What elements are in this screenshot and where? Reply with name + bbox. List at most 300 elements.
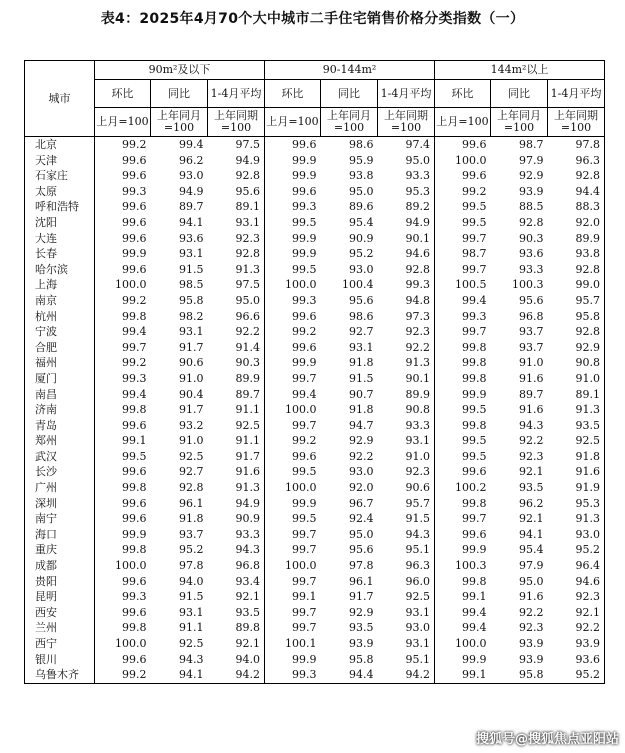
index-value: 92.2 — [519, 605, 544, 619]
index-value: 99.9 — [122, 247, 147, 261]
index-value: 96.2 — [519, 496, 544, 510]
table-row — [25, 293, 605, 309]
city-name — [25, 231, 95, 247]
index-value: 99.3 — [378, 277, 435, 293]
group-header-large: 144m²以上 — [435, 61, 605, 80]
index-value: 92.3 — [378, 464, 435, 480]
table-row — [25, 449, 605, 465]
index-value: 93.1 — [378, 605, 435, 621]
index-value: 92.5 — [208, 418, 265, 434]
city-name — [25, 277, 95, 293]
city-name — [25, 652, 95, 668]
index-value: 93.2 — [179, 418, 204, 432]
index-value: 90.3 — [208, 355, 265, 371]
city-label: 昆明 — [35, 590, 57, 604]
index-value: 92.8 — [519, 215, 544, 229]
index-value: 89.9 — [548, 231, 605, 247]
city-name — [25, 589, 95, 605]
index-value: 92.5 — [378, 589, 435, 605]
index-value: 99.6 — [292, 184, 317, 198]
index-value: 93.1 — [179, 605, 204, 619]
index-value: 96.1 — [179, 496, 204, 510]
index-value: 92.7 — [349, 325, 374, 339]
index-value: 91.9 — [548, 480, 605, 496]
index-value: 100.0 — [285, 559, 317, 573]
index-value: 95.8 — [548, 309, 605, 325]
index-value: 93.7 — [519, 340, 544, 354]
class-header: 同比 — [491, 80, 548, 108]
city-label: 沈阳 — [35, 215, 57, 229]
city-label: 武汉 — [35, 449, 57, 463]
watermark-text: 搜狐号@搜狐焦点亚阳站 — [475, 732, 619, 747]
index-value: 93.6 — [179, 231, 204, 245]
index-value: 100.0 — [285, 278, 317, 292]
city-label: 西安 — [35, 605, 57, 619]
city-name — [25, 137, 95, 153]
city-name — [25, 199, 95, 215]
index-value: 99.2 — [292, 325, 317, 339]
index-value: 97.8 — [349, 559, 374, 573]
index-value: 92.8 — [179, 481, 204, 495]
index-value: 90.4 — [179, 387, 204, 401]
index-value: 96.8 — [519, 309, 544, 323]
city-label: 乌鲁木齐 — [35, 668, 79, 682]
index-value: 100.0 — [285, 403, 317, 417]
index-value: 90.1 — [378, 231, 435, 247]
index-value: 95.1 — [378, 542, 435, 558]
index-value: 99.4 — [122, 325, 147, 339]
index-value: 98.6 — [349, 138, 374, 151]
index-value: 99.6 — [122, 512, 147, 526]
index-value: 94.3 — [519, 418, 544, 432]
index-value: 99.8 — [122, 621, 147, 635]
index-value: 92.4 — [349, 512, 374, 526]
index-value: 96.4 — [548, 558, 605, 574]
base-header: 上年同期=100 — [548, 108, 605, 137]
index-value: 99.2 — [122, 356, 147, 370]
table-row — [25, 355, 605, 371]
index-value: 99.6 — [292, 309, 317, 323]
index-value: 94.6 — [548, 574, 605, 590]
index-value: 92.9 — [349, 605, 374, 619]
index-value: 99.6 — [462, 169, 487, 183]
index-value: 94.4 — [321, 667, 378, 683]
index-value: 92.7 — [179, 465, 204, 479]
index-value: 99.7 — [292, 418, 317, 432]
index-value: 95.0 — [349, 527, 374, 541]
index-value: 98.7 — [519, 138, 544, 151]
index-value: 95.7 — [378, 496, 435, 512]
index-value: 90.9 — [349, 231, 374, 245]
index-value: 100.0 — [115, 559, 147, 573]
index-value: 99.8 — [462, 340, 487, 354]
city-name — [25, 480, 95, 496]
index-value: 92.9 — [519, 169, 544, 183]
city-name — [25, 605, 95, 621]
city-label: 杭州 — [35, 309, 57, 323]
index-value: 94.1 — [151, 667, 208, 683]
index-value: 100.0 — [455, 153, 487, 167]
index-value: 99.6 — [292, 138, 317, 151]
index-value: 96.3 — [378, 558, 435, 574]
index-value: 92.2 — [208, 324, 265, 340]
city-name — [25, 402, 95, 418]
index-value: 99.3 — [292, 200, 317, 214]
index-value: 99.2 — [122, 138, 147, 151]
index-value: 91.1 — [208, 402, 265, 418]
index-value: 89.7 — [519, 387, 544, 401]
index-value: 94.4 — [548, 184, 605, 200]
index-value: 99.2 — [95, 667, 151, 683]
table-row — [25, 387, 605, 403]
city-name — [25, 527, 95, 543]
index-value: 92.8 — [208, 246, 265, 262]
index-value: 99.1 — [435, 667, 491, 683]
index-value: 99.9 — [462, 543, 487, 557]
index-value: 97.5 — [208, 137, 265, 153]
index-value: 99.3 — [462, 309, 487, 323]
index-value: 99.5 — [122, 449, 147, 463]
index-value: 99.8 — [462, 574, 487, 588]
index-value: 92.2 — [548, 620, 605, 636]
table-row — [25, 464, 605, 480]
index-value: 96.3 — [548, 153, 605, 169]
index-value: 99.6 — [122, 200, 147, 214]
table-row — [25, 153, 605, 169]
index-value: 96.7 — [349, 496, 374, 510]
price-index-table — [24, 60, 605, 684]
index-value: 99.6 — [122, 231, 147, 245]
index-value: 99.2 — [292, 434, 317, 448]
index-value: 92.9 — [349, 434, 374, 448]
index-value: 91.6 — [208, 464, 265, 480]
index-value: 91.3 — [208, 262, 265, 278]
city-label: 郑州 — [35, 434, 57, 448]
index-value: 93.3 — [378, 168, 435, 184]
index-value: 91.6 — [548, 464, 605, 480]
index-value: 99.5 — [462, 449, 487, 463]
index-value: 93.4 — [208, 574, 265, 590]
index-value: 99.6 — [122, 262, 147, 276]
index-value: 93.0 — [378, 620, 435, 636]
index-value: 94.9 — [378, 215, 435, 231]
index-value: 99.9 — [292, 496, 317, 510]
index-value: 94.6 — [378, 246, 435, 262]
index-value: 92.1 — [208, 589, 265, 605]
class-header: 环比 — [95, 80, 151, 108]
table-row — [25, 137, 605, 153]
index-value: 93.1 — [349, 340, 374, 354]
city-label: 石家庄 — [35, 169, 68, 183]
index-value: 96.0 — [378, 574, 435, 590]
table-row — [25, 246, 605, 262]
index-value: 99.8 — [122, 481, 147, 495]
index-value: 99.8 — [122, 309, 147, 323]
index-value: 97.9 — [519, 559, 544, 573]
city-name — [25, 496, 95, 512]
city-label: 贵阳 — [35, 574, 57, 588]
index-value: 99.7 — [462, 325, 487, 339]
city-name — [25, 371, 95, 387]
city-name — [25, 667, 95, 683]
index-value: 93.3 — [519, 262, 544, 276]
index-value: 94.3 — [179, 652, 204, 666]
city-label: 青岛 — [35, 418, 57, 432]
table-row — [25, 667, 605, 683]
index-value: 94.9 — [179, 184, 204, 198]
index-value: 95.0 — [519, 574, 544, 588]
city-name — [25, 309, 95, 325]
table-row — [25, 199, 605, 215]
index-value: 99.5 — [292, 262, 317, 276]
table-row — [25, 184, 605, 200]
index-value: 99.8 — [122, 543, 147, 557]
index-value: 99.6 — [122, 169, 147, 183]
index-value: 91.1 — [208, 433, 265, 449]
index-value: 92.1 — [519, 465, 544, 479]
index-value: 96.1 — [349, 574, 374, 588]
index-value: 99.5 — [462, 200, 487, 214]
index-value: 99.7 — [292, 527, 317, 541]
city-label: 南昌 — [35, 387, 57, 401]
index-value: 91.0 — [519, 356, 544, 370]
index-value: 93.0 — [179, 169, 204, 183]
table-row — [25, 652, 605, 668]
index-value: 89.9 — [378, 387, 435, 403]
index-value: 92.3 — [208, 231, 265, 247]
index-value: 93.9 — [349, 637, 374, 650]
index-value: 99.1 — [122, 434, 147, 448]
index-value: 93.9 — [548, 636, 605, 652]
index-value: 99.6 — [122, 215, 147, 229]
index-value: 93.5 — [548, 418, 605, 434]
index-value: 99.1 — [292, 590, 317, 604]
city-name — [25, 262, 95, 278]
city-name — [25, 293, 95, 309]
index-value: 94.2 — [208, 667, 265, 683]
class-header: 1-4月平均 — [208, 80, 265, 108]
city-label: 呼和浩特 — [35, 200, 79, 214]
index-value: 99.5 — [462, 403, 487, 417]
base-header: 上年同期=100 — [378, 108, 435, 137]
index-value: 95.7 — [548, 293, 605, 309]
city-name — [25, 355, 95, 371]
index-value: 95.9 — [349, 153, 374, 167]
index-value: 91.3 — [548, 402, 605, 418]
city-label: 南京 — [35, 293, 57, 307]
index-value: 99.6 — [462, 465, 487, 479]
index-value: 92.2 — [378, 340, 435, 356]
index-value: 95.6 — [349, 293, 374, 307]
index-value: 95.2 — [349, 247, 374, 261]
index-value: 95.8 — [491, 667, 548, 683]
city-name — [25, 636, 95, 652]
index-value: 92.9 — [548, 340, 605, 356]
index-value: 91.7 — [208, 449, 265, 465]
index-value: 91.8 — [349, 403, 374, 417]
index-value: 99.9 — [292, 153, 317, 167]
city-label: 天津 — [35, 153, 57, 167]
index-value: 99.4 — [292, 387, 317, 401]
index-value: 99.8 — [122, 403, 147, 417]
index-value: 99.3 — [122, 184, 147, 198]
index-value: 92.8 — [378, 262, 435, 278]
base-header: 上年同月=100 — [491, 108, 548, 137]
index-value: 91.3 — [208, 480, 265, 496]
index-value: 98.7 — [462, 247, 487, 261]
city-name — [25, 324, 95, 340]
index-value: 90.7 — [349, 387, 374, 401]
city-label: 兰州 — [35, 621, 57, 635]
index-value: 97.8 — [548, 137, 605, 153]
index-value: 90.6 — [378, 480, 435, 496]
base-header: 上月=100 — [435, 108, 491, 137]
index-value: 94.1 — [179, 215, 204, 229]
index-value: 95.8 — [179, 293, 204, 307]
index-value: 92.1 — [548, 605, 605, 621]
table-row — [25, 527, 605, 543]
index-value: 91.5 — [179, 262, 204, 276]
index-value: 90.8 — [548, 355, 605, 371]
table-row — [25, 402, 605, 418]
index-value: 91.0 — [179, 434, 204, 448]
index-value: 100.1 — [285, 637, 317, 650]
index-value: 92.8 — [548, 168, 605, 184]
index-value: 99.6 — [292, 340, 317, 354]
index-value: 91.3 — [378, 355, 435, 371]
index-value: 99.7 — [122, 340, 147, 354]
index-value: 91.0 — [548, 371, 605, 387]
index-value: 99.9 — [122, 527, 147, 541]
index-value: 99.7 — [292, 543, 317, 557]
index-value: 99.6 — [122, 418, 147, 432]
index-value: 91.5 — [378, 511, 435, 527]
index-value: 99.9 — [462, 652, 487, 666]
table-row — [25, 371, 605, 387]
index-value: 91.7 — [349, 590, 374, 604]
index-value: 93.3 — [378, 418, 435, 434]
city-label: 北京 — [35, 138, 57, 151]
index-value: 99.6 — [292, 449, 317, 463]
index-value: 93.9 — [519, 637, 544, 650]
index-value: 99.9 — [292, 356, 317, 370]
index-value: 95.6 — [208, 184, 265, 200]
table-row — [25, 231, 605, 247]
table-row — [25, 418, 605, 434]
city-label: 济南 — [35, 403, 57, 417]
group-header-medium: 90-144m² — [265, 61, 435, 80]
index-value: 99.6 — [122, 153, 147, 167]
index-value: 91.7 — [179, 340, 204, 354]
index-value: 89.9 — [208, 371, 265, 387]
index-value: 99.3 — [265, 667, 321, 683]
index-value: 92.3 — [519, 449, 544, 463]
index-value: 99.7 — [462, 512, 487, 526]
index-value: 95.6 — [349, 543, 374, 557]
index-value: 92.5 — [548, 433, 605, 449]
index-value: 99.5 — [292, 512, 317, 526]
index-value: 99.5 — [292, 465, 317, 479]
index-value: 91.8 — [179, 512, 204, 526]
table-row — [25, 324, 605, 340]
index-value: 99.3 — [122, 371, 147, 385]
index-value: 93.3 — [208, 527, 265, 543]
city-label: 长春 — [35, 247, 57, 261]
city-label: 西宁 — [35, 637, 57, 650]
index-value: 93.0 — [349, 262, 374, 276]
index-value: 89.8 — [208, 620, 265, 636]
class-header: 环比 — [265, 80, 321, 108]
index-value: 91.6 — [519, 403, 544, 417]
city-name — [25, 558, 95, 574]
index-value: 97.9 — [519, 153, 544, 167]
index-value: 92.5 — [179, 449, 204, 463]
table-header — [25, 61, 605, 137]
index-value: 99.9 — [292, 231, 317, 245]
base-header: 上年同期=100 — [208, 108, 265, 137]
table-row — [25, 215, 605, 231]
index-value: 95.1 — [378, 652, 435, 668]
index-value: 99.4 — [462, 293, 487, 307]
index-value: 89.6 — [349, 200, 374, 214]
index-value: 94.3 — [208, 542, 265, 558]
index-value: 100.4 — [342, 278, 374, 292]
index-value: 99.9 — [292, 247, 317, 261]
index-value: 88.5 — [519, 200, 544, 214]
city-label: 银川 — [35, 652, 57, 666]
index-value: 92.2 — [519, 434, 544, 448]
index-value: 92.3 — [548, 589, 605, 605]
index-value: 93.6 — [548, 652, 605, 668]
index-value: 90.3 — [519, 231, 544, 245]
index-value: 93.9 — [519, 184, 544, 198]
index-value: 96.6 — [208, 309, 265, 325]
index-value: 93.6 — [519, 247, 544, 261]
index-value: 96.8 — [208, 558, 265, 574]
index-value: 89.1 — [548, 387, 605, 403]
index-value: 92.1 — [208, 636, 265, 652]
index-value: 99.8 — [462, 496, 487, 510]
index-value: 93.0 — [349, 465, 374, 479]
index-value: 90.1 — [378, 371, 435, 387]
index-value: 95.3 — [378, 184, 435, 200]
index-value: 91.3 — [548, 511, 605, 527]
class-header: 1-4月平均 — [378, 80, 435, 108]
index-value: 95.0 — [349, 184, 374, 198]
city-name — [25, 340, 95, 356]
index-value: 99.7 — [292, 621, 317, 635]
index-value: 100.0 — [285, 481, 317, 495]
index-value: 95.8 — [349, 652, 374, 666]
index-value: 93.8 — [349, 169, 374, 183]
index-value: 91.5 — [179, 590, 204, 604]
index-value: 93.5 — [519, 481, 544, 495]
city-label: 长沙 — [35, 465, 57, 479]
index-value: 92.3 — [519, 621, 544, 635]
index-value: 93.1 — [179, 325, 204, 339]
index-value: 95.2 — [548, 542, 605, 558]
index-value: 94.9 — [208, 496, 265, 512]
table-title: 表4：2025年4月70个大中城市二手住宅销售价格分类指数（一） — [100, 11, 525, 27]
city-name — [25, 168, 95, 184]
index-value: 99.8 — [462, 371, 487, 385]
city-label: 厦门 — [35, 371, 57, 385]
index-value: 92.0 — [349, 481, 374, 495]
class-header: 1-4月平均 — [548, 80, 605, 108]
city-name — [25, 246, 95, 262]
index-value: 98.2 — [179, 309, 204, 323]
city-column-header: 城市 — [25, 61, 95, 137]
